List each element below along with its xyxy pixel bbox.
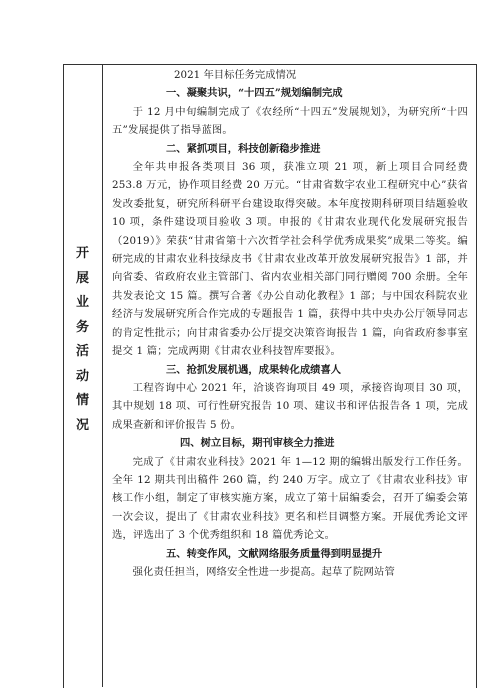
section-heading-5: 五、转变作风，文献网络服务质量得到明显提升 bbox=[166, 547, 383, 560]
column-divider bbox=[102, 64, 103, 687]
section-heading-4: 四、树立目标，期刊审核全力推进 bbox=[180, 437, 335, 450]
side-label-char: 况 bbox=[75, 417, 89, 433]
section-body-5: 强化责任担当，网络安全性进一步提高。起草了院网站管 bbox=[132, 565, 396, 578]
section-heading-2: 二、紧抓项目，科技创新稳步推进 bbox=[166, 142, 321, 155]
side-label-activities bbox=[63, 245, 102, 441]
side-label-char: 展 bbox=[75, 270, 89, 286]
section-body-4: 完成了《甘肃农业科技》2021 年 1—12 期的编辑出版发行工作任务。全年 12 期共刊出稿件 260 篇，约 240 万字。成立了《甘肃农业科技》审核工作小组，制定了审核实施方案，成立了第十届编委会，召开了编委会第一次会议，提出了《甘肃农业科技》更名和栏目调整方案。开展优秀论文评选，评选出了 3 个优秀组织和 18 篇优秀论文。 bbox=[112, 455, 468, 542]
section-body-2: 全年共申报各类项目 36 项，获准立项 21 项，新上项目合同经费 253.8 万元，协作项目经费 20 万元。“甘肃省数字农业工程研究中心”获省发改委批复，研究所科研平台建设取得突破。本年度按期科研项目结题验收 10 项，条件建设项目验收 3 项。申报的《甘肃农业现代化发展研究报告（2019）》荣获“甘肃省第十六次哲学社会科学优秀成果奖”成果二等奖。编研完成的甘肃农业科技绿皮书《甘肃农业改革开放发展研究报告》1 部，并向省委、省政府农业主管部门、省内农业相关部门同行赠阅 700 余册。全年共发表论文 15 篇。撰写合著《办公自动化教程》1 部；与中国农科院农业经济与发展研究所合作完成的专题报告 1 篇，获得中共中央办公厅领导同志的肯定性批示；向甘肃省委办公厅提交决策咨询报告 1 篇，向省政府参事室提交 1 篇；完成两期《甘肃农业科技智库要报》。 bbox=[112, 161, 468, 358]
section-heading-3: 三、抢抓发展机遇，成果转化成绩喜人 bbox=[166, 363, 342, 376]
side-label-char: 活 bbox=[75, 344, 89, 359]
side-label-char: 动 bbox=[75, 368, 89, 384]
section-body-1: 于 12 月中旬编制完成了《农经所“十四五”发展规划》，为研究所“十四五”发展提供了指导蓝图。 bbox=[112, 105, 468, 137]
document-title: 2021 年目标任务完成情况 bbox=[174, 69, 297, 81]
section-heading-1: 一、凝聚共识，“十四五”规划编制完成 bbox=[166, 87, 343, 100]
side-label-char: 情 bbox=[75, 393, 89, 408]
document-content bbox=[112, 66, 468, 581]
side-label-char: 业 bbox=[75, 295, 89, 310]
side-label-char: 开 bbox=[75, 246, 89, 261]
side-label-char: 务 bbox=[75, 319, 89, 335]
section-body-3: 工程咨询中心 2021 年，洽谈咨询项目 49 项，承接咨询项目 30 项，其中规划 18 项、可行性研究报告 10 项、建议书和评估报告各 1 项，完成成果查新和评价报告 5 份。 bbox=[112, 381, 468, 431]
